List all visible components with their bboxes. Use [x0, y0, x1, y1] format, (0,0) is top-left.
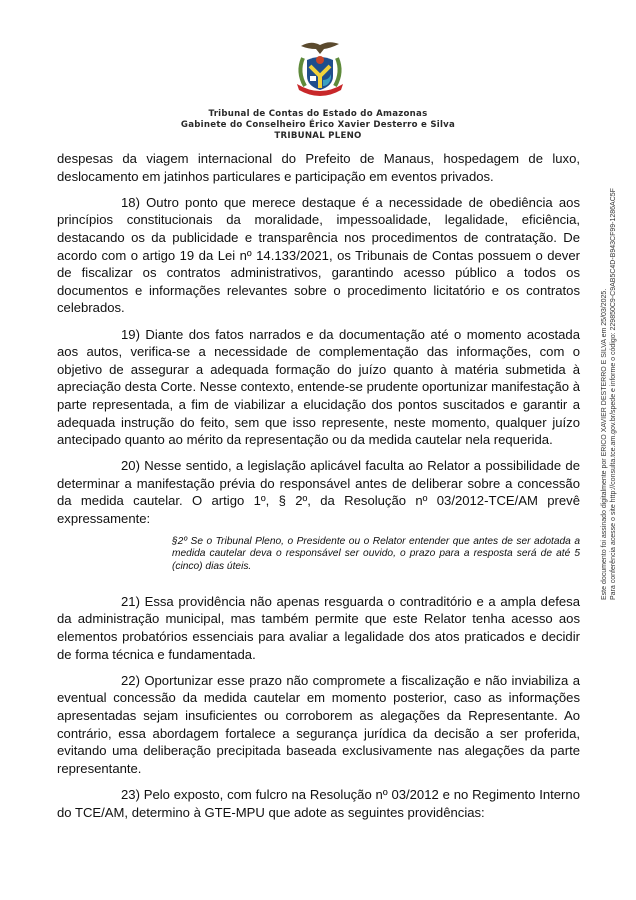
- paragraph-20: 20) Nesse sentido, a legislação aplicável faculta ao Relator a possibilidade de determinar a manifestação prévia do responsável antes de deliberar sobre a concessão da medida cautelar. O artigo 1º, § 2º, da Resolução nº 03/2012-TCE/AM prevê expressamente:: [57, 458, 580, 527]
- header-office-name: Gabinete do Conselheiro Érico Xavier Desterro e Silva: [180, 120, 456, 130]
- legal-quote: §2º Se o Tribunal Pleno, o Presidente ou o Relator entender que antes de ser adotada a medida cautelar deva o responsável ser ouvido, o prazo para a resposta será de até 5 (cinco) dias úteis.: [172, 536, 580, 572]
- paragraph-19: 19) Diante dos fatos narrados e da documentação até o momento acostada aos autos, verifica-se a necessidade de complementação das informações, com o objetivo de assegurar a adequada formação do juízo quanto à matéria submetida à apreciação desta Corte. Nesse contexto, entende-se prudente oportunizar manifestação à parte representada, a fim de viabilizar a elucidação dos pontos suscitados e garantir a adequada instrução do feito, sem que isso represente, neste momento, qualquer juízo antecipado quanto ao mérito da representação ou da medida cautelar nela requerida.: [57, 326, 580, 448]
- paragraph-continuation: despesas da viagem internacional do Prefeito de Manaus, hospedagem de luxo, deslocamento em jatinhos particulares e participação em eventos privados.: [57, 151, 580, 184]
- paragraph-22: 22) Oportunizar esse prazo não compromete a fiscalização e não inviabiliza a eventual concessão da medida cautelar em momento posterior, caso as informações apresentadas sejam insuficientes ou corroborem as alegações da Representante. Ao contrário, essa abordagem fortalece a segurança jurídica da decisão a ser proferida, evitando uma deliberação precipitada baseada exclusivamente nas alegações da parte representante.: [57, 672, 580, 776]
- signature-line-2: Para conferência acesse o site http://consulta.tce.am.gov.br/spede e informe o código: 229850C9-C9AB5C4D-B943CF99-1286AC5F: [610, 188, 617, 600]
- paragraph-23: 23) Pelo exposto, com fulcro na Resolução nº 03/2012 e no Regimento Interno do TCE/AM, determino à GTE-MPU que adote as seguintes providências:: [57, 786, 580, 820]
- coat-of-arms-emblem: [293, 36, 347, 100]
- header-court-name: Tribunal de Contas do Estado do Amazonas: [208, 109, 428, 119]
- header-plenary: TRIBUNAL PLENO: [274, 131, 362, 141]
- document-body: [57, 150, 580, 830]
- signature-line-1: Este documento foi assinado digitalmente por ERICO XAVIER DESTERRO E SILVA em 25/03/2025.: [601, 288, 608, 600]
- paragraph-21: 21) Essa providência não apenas resguarda o contraditório e a ampla defesa da administração municipal, mas também permite que este Relator tenha acesso aos elementos probatórios essenciais para avaliar a legalidade dos atos praticados e decidir de forma técnica e fundamentada.: [57, 593, 580, 662]
- paragraph-18: 18) Outro ponto que merece destaque é a necessidade de obediência aos princípios constitucionais da moralidade, impessoalidade, legalidade, eficiência, destacando os da publicidade e transparência nos procedimentos de contratação. De acordo com o artigo 19 da Lei nº 14.133/2021, os Tribunais de Contas possuem o dever de fiscalizar os contratos administrativos, garantindo acesso público a todos os documentos e informações relevantes sobre o procedimento licitatório e os contratos celebrados.: [57, 194, 580, 316]
